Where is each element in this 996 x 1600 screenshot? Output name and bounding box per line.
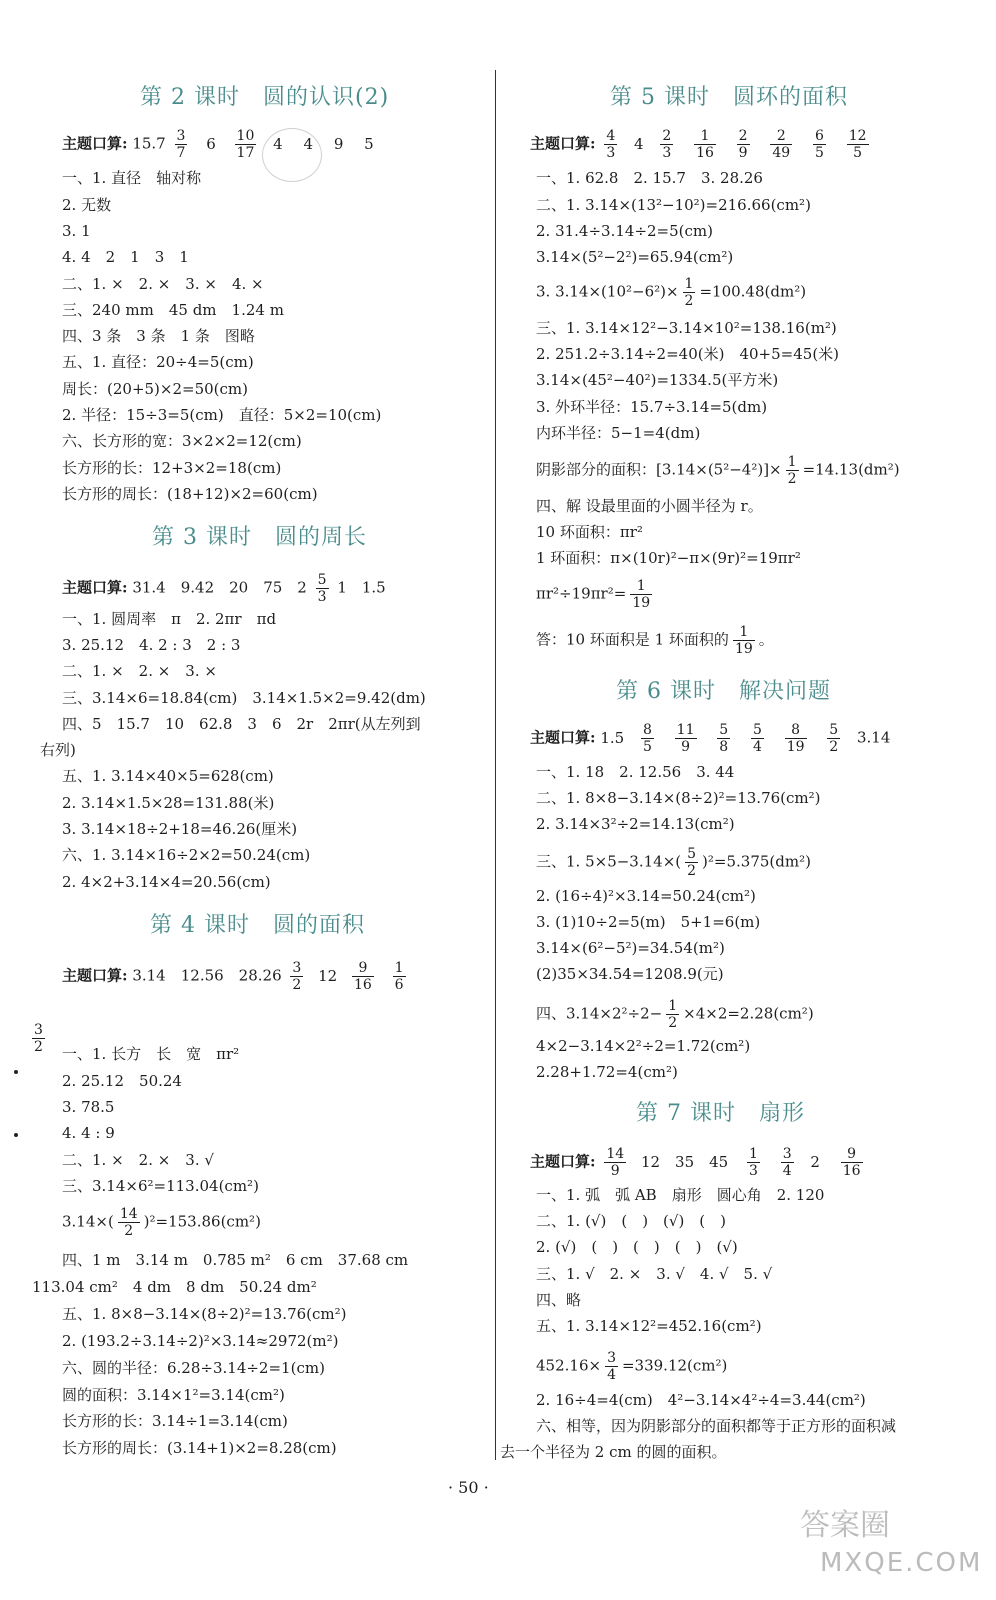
lesson-4-title: 第 4 课时 圆的面积	[150, 913, 365, 938]
stamp-mark	[262, 128, 322, 182]
answer-line: 六、相等，因为阴影部分的面积都等于正方形的面积减	[536, 1417, 897, 1435]
answer-line: 二、1. × 2. × 3. × 4. ×	[62, 275, 264, 293]
answer-line: 三、3.14×6=18.84(cm) 3.14×1.5×2=9.42(dm)	[62, 689, 426, 707]
answer-line: 2. 31.4÷3.14÷2=5(cm)	[536, 222, 713, 240]
page-number: · 50 ·	[448, 1478, 489, 1497]
margin-dot	[14, 1070, 18, 1074]
answer-line: 3.14×(45²−40²)=1334.5(平方米)	[536, 371, 779, 389]
fraction-line	[28, 1022, 49, 1055]
fraction: $\frac{2}{3}$	[662, 128, 672, 161]
lesson-6-title: 第 6 课时 解决问题	[616, 679, 831, 704]
answer-line: 二、1. 3.14×(13²−10²)=216.66(cm²)	[536, 196, 811, 214]
lesson-3-mental-math	[62, 572, 386, 605]
fraction: $\frac{8}{5}$	[642, 722, 652, 755]
fraction: $\frac{2}{9}$	[738, 128, 748, 161]
fraction: $\frac{3}{4}$	[607, 1350, 616, 1383]
answer-line: 3. (1)10÷2=5(m) 5+1=6(m)	[536, 913, 761, 931]
answer-line: 三、3.14×6²=113.04(cm²)	[62, 1177, 259, 1195]
fraction: $\frac{10}{17}$	[236, 128, 255, 161]
answer-line: 长方形的周长：(18+12)×2=60(cm)	[62, 485, 318, 503]
answer-line: 2. (16÷4)²×3.14=50.24(cm²)	[536, 887, 756, 905]
answer-line: 二、1. (√) ( ) (√) ( )	[536, 1212, 727, 1230]
fraction: $\frac{14}{9}$	[606, 1146, 625, 1179]
answer-line: 三、1. 5×5−3.14×( $\frac{5}{2}$ )²=5.375(dm²)	[536, 846, 811, 879]
answer-line: 2. 251.2÷3.14÷2=40(米) 40+5=45(米)	[536, 345, 840, 363]
fraction: $\frac{3}{7}$	[176, 128, 186, 161]
answer-line: 2. (√) ( ) ( ) ( ) (√)	[536, 1238, 738, 1256]
answer-line: 一、1. 18 2. 12.56 3. 44	[536, 763, 735, 781]
lesson-4-mental-math	[62, 960, 410, 993]
answer-line: 113.04 cm² 4 dm 8 dm 50.24 dm²	[32, 1278, 317, 1296]
margin-dot	[14, 1133, 18, 1137]
mental-value: 4	[273, 134, 283, 153]
answer-line: 内环半径：5−1=4(dm)	[536, 424, 701, 442]
answer-line: 答：10 环面积是 1 环面积的 $\frac{1}{19}$ 。	[536, 624, 774, 657]
fraction: $\frac{3}{2}$	[292, 960, 302, 993]
answer-line: 2. 无数	[62, 196, 112, 214]
mental-value: 4	[303, 134, 314, 153]
fraction: $\frac{1}{2}$	[668, 998, 678, 1031]
answer-line: 三、1. √ 2. × 3. √ 4. √ 5. √	[536, 1265, 773, 1283]
mental-value: 15.7	[132, 134, 166, 153]
answer-line: 五、1. 3.14×12²=452.16(cm²)	[536, 1317, 762, 1335]
answer-line: 一、1. 62.8 2. 15.7 3. 28.26	[536, 169, 763, 187]
fraction: $\frac{1}{6}$	[394, 960, 404, 993]
answer-line: 4. 4 2 1 3 1	[62, 248, 189, 266]
answer-line: 长方形的长：12+3×2=18(cm)	[62, 459, 282, 477]
answer-line: 周长：(20+5)×2=50(cm)	[62, 380, 248, 398]
answer-line: 五、1. 直径：20÷4=5(cm)	[62, 353, 254, 371]
answer-line: 一、1. 长方 长 宽 πr²	[62, 1045, 240, 1063]
answer-line: 四、略	[536, 1291, 582, 1309]
fraction: $\frac{5}{2}$	[687, 846, 697, 879]
answer-line: 二、1. × 2. × 3. ×	[62, 662, 217, 680]
answer-line: 去一个半径为 2 cm 的圆的面积。	[500, 1443, 727, 1461]
answer-line: 五、1. 8×8−3.14×(8÷2)²=13.76(cm²)	[62, 1305, 347, 1323]
column-divider	[495, 70, 496, 1460]
lesson-7-title: 第 7 课时 扇形	[636, 1101, 805, 1126]
answer-line: 452.16× $\frac{3}{4}$ =339.12(cm²)	[536, 1350, 728, 1383]
mental-value: 1 1.5	[337, 578, 386, 597]
answer-line: (2)35×34.54=1208.9(元)	[536, 965, 724, 983]
answer-line: 三、240 mm 45 dm 1.24 m	[62, 301, 284, 319]
answer-line: 3.14×(6²−5²)=34.54(m²)	[536, 939, 725, 957]
mental-value: 1.5	[600, 728, 625, 747]
fraction: $\frac{1}{19}$	[632, 578, 651, 611]
answer-line: 1 环面积：π×(10r)²−π×(9r)²=19πr²	[536, 549, 801, 567]
answer-line: 3.14×( $\frac{14}{2}$ )²=153.86(cm²)	[62, 1206, 261, 1239]
fraction: $\frac{2}{49}$	[772, 128, 791, 161]
answer-line: 3. 外环半径：15.7÷3.14=5(dm)	[536, 398, 768, 416]
fraction: $\frac{5}{4}$	[752, 722, 762, 755]
lesson-6-mental-math	[530, 722, 890, 755]
answer-line: 一、1. 弧 弧 AB 扇形 圆心角 2. 120	[536, 1186, 825, 1204]
fraction: $\frac{3}{2}$	[34, 1022, 43, 1055]
fraction: $\frac{4}{3}$	[606, 128, 616, 161]
lesson-2-title: 第 2 课时 圆的认识(2)	[140, 85, 390, 110]
answer-line: 3. 3.14×(10²−6²)× $\frac{1}{2}$ =100.48(dm²)	[536, 276, 807, 309]
answer-line: 3. 1	[62, 222, 91, 240]
answer-line: 2.28+1.72=4(cm²)	[536, 1063, 678, 1081]
answer-line: 四、解 设最里面的小圆半径为 r。	[536, 497, 763, 515]
answer-line: 3. 25.12 4. 2 : 3 2 : 3	[62, 636, 241, 654]
fraction: $\frac{12}{5}$	[848, 128, 867, 161]
fraction: $\frac{9}{16}$	[842, 1146, 861, 1179]
mental-value: 3.14 12.56 28.26	[132, 966, 282, 985]
mental-value: 5	[364, 134, 374, 153]
answer-line: 长方形的长：3.14÷1=3.14(cm)	[62, 1412, 288, 1430]
answer-line: 3.14×(5²−2²)=65.94(cm²)	[536, 248, 734, 266]
fraction: $\frac{9}{16}$	[353, 960, 372, 993]
answer-line: 四、3.14×2²÷2− $\frac{1}{2}$ ×4×2=2.28(cm²)	[536, 998, 814, 1031]
fraction: $\frac{8}{19}$	[786, 722, 805, 755]
answer-line: 3. 78.5	[62, 1098, 115, 1116]
mental-label: 主题口算:	[62, 966, 128, 985]
answer-line: 五、1. 3.14×40×5=628(cm)	[62, 767, 274, 785]
fraction: $\frac{1}{16}$	[696, 128, 714, 161]
fraction: $\frac{1}{2}$	[684, 276, 694, 309]
mental-value: 3.14	[857, 728, 891, 747]
answer-line: 六、1. 3.14×16÷2×2=50.24(cm)	[62, 846, 311, 864]
fraction: $\frac{5}{3}$	[317, 572, 327, 605]
fraction: $\frac{1}{2}$	[787, 454, 797, 487]
fraction: $\frac{1}{19}$	[734, 624, 753, 657]
answer-line: 4×2−3.14×2²÷2=1.72(cm²)	[536, 1037, 751, 1055]
answer-line: πr²÷19πr²= $\frac{1}{19}$	[536, 578, 651, 611]
answer-line: 四、5 15.7 10 62.8 3 6 2r 2πr(从左列到	[62, 715, 421, 733]
mental-label: 主题口算:	[62, 578, 128, 597]
fraction: $\frac{14}{2}$	[119, 1206, 138, 1239]
answer-line: 六、长方形的宽：3×2×2=12(cm)	[62, 432, 302, 450]
fraction: $\frac{3}{4}$	[782, 1146, 792, 1179]
mental-value: 6	[206, 134, 216, 153]
answer-line: 右列)	[40, 741, 76, 759]
answer-line: 圆的面积：3.14×1²=3.14(cm²)	[62, 1386, 285, 1404]
lesson-7-mental-math	[530, 1146, 867, 1179]
mental-value: 2	[810, 1152, 820, 1171]
fraction: $\frac{1}{3}$	[748, 1146, 758, 1179]
watermark-url: MXQE.COM	[820, 1548, 983, 1578]
answer-line: 2. 16÷4=4(cm) 4²−3.14×4²÷4=3.44(cm²)	[536, 1391, 866, 1409]
mental-value: 31.4 9.42 20 75 2	[132, 578, 307, 597]
answer-line: 2. 4×2+3.14×4=20.56(cm)	[62, 873, 271, 891]
answer-line: 三、1. 3.14×12²−3.14×10²=138.16(m²)	[536, 319, 837, 337]
answer-line: 一、1. 圆周率 π 2. 2πr πd	[62, 610, 277, 628]
mental-label: 主题口算:	[62, 134, 128, 153]
mental-label: 主题口算:	[530, 1152, 596, 1171]
answer-line: 六、圆的半径：6.28÷3.14÷2=1(cm)	[62, 1359, 325, 1377]
lesson-5-mental-math	[530, 128, 873, 161]
answer-line: 2. 3.14×3²÷2=14.13(cm²)	[536, 815, 735, 833]
answer-line: 2. (193.2÷3.14÷2)²×3.14≈2972(m²)	[62, 1332, 339, 1350]
answer-line: 二、1. × 2. × 3. √	[62, 1151, 214, 1169]
mental-value: 12 35 45	[640, 1152, 729, 1171]
answer-line: 2. 25.12 50.24	[62, 1072, 182, 1090]
fraction: $\frac{5}{2}$	[829, 722, 839, 755]
answer-line: 四、3 条 3 条 1 条 图略	[62, 327, 255, 345]
mental-value: 12	[318, 966, 338, 985]
mental-value: 4	[634, 134, 644, 153]
watermark-logo: 答案圈	[800, 1508, 890, 1543]
mental-label: 主题口算:	[530, 134, 596, 153]
answer-line: 4. 4 : 9	[62, 1124, 115, 1142]
lesson-3-title: 第 3 课时 圆的周长	[152, 525, 367, 550]
answer-line: 长方形的周长：(3.14+1)×2=8.28(cm)	[62, 1439, 337, 1457]
mental-label: 主题口算:	[530, 728, 596, 747]
answer-line: 10 环面积：πr²	[536, 523, 643, 541]
answer-line: 2. 半径：15÷3=5(cm) 直径：5×2=10(cm)	[62, 406, 382, 424]
answer-line: 一、1. 直径 轴对称	[62, 169, 202, 187]
answer-line: 四、1 m 3.14 m 0.785 m² 6 cm 37.68 cm	[62, 1251, 409, 1269]
fraction: $\frac{6}{5}$	[814, 128, 824, 161]
answer-line: 阴影部分的面积：[3.14×(5²−4²)]× $\frac{1}{2}$ =14.13(dm²)	[536, 454, 900, 487]
fraction: $\frac{5}{8}$	[719, 722, 729, 755]
mental-value: 9	[333, 134, 344, 153]
answer-line: 3. 3.14×18÷2+18=46.26(厘米)	[62, 820, 298, 838]
lesson-2-mental-math	[62, 128, 382, 161]
fraction: $\frac{11}{9}$	[676, 722, 695, 755]
lesson-5-title: 第 5 课时 圆环的面积	[610, 85, 848, 110]
answer-line: 2. 3.14×1.5×28=131.88(米)	[62, 794, 275, 812]
answer-line: 二、1. 8×8−3.14×(8÷2)²=13.76(cm²)	[536, 789, 821, 807]
